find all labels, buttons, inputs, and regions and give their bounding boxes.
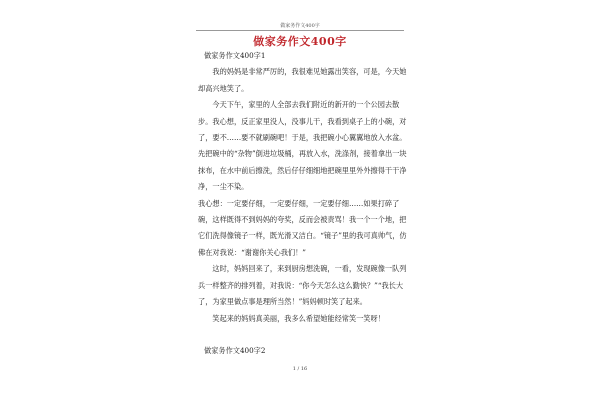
header-divider: [196, 30, 404, 31]
page-number: 1 / 16: [292, 366, 308, 372]
essay-1-heading: 做家务作文400字1: [204, 51, 266, 60]
essay-1-paragraph-5: 笑起来的妈妈真美丽，我多么希望她能经常笑一笑呀！: [212, 313, 385, 323]
essay-2-heading: 做家务作文400字2: [204, 345, 266, 355]
essay-1-paragraph-1: 我的妈妈是非常严厉的，我很难见她露出笑容，可是，今天她却高兴地笑了。: [198, 67, 407, 93]
essay-1-paragraph-4: 这时，妈妈回来了，来到厨房想洗碗，一看，发现碗像一队列兵一样整齐的排列着，对我说：“你今天怎么这么勤快？”“我长大了，为家里做点事是理所当然！”妈妈顿时笑了起来。: [198, 264, 407, 307]
essay-1-paragraph-3: 我心想：一定要仔细，一定要仔细，一定要仔细……如果打碎了碗，这样既得不到妈妈的夸奖，反而会被责骂！我一个一个地，把它们洗得像镜子一样，既光滑又洁白。“镜子”里的我可真帅气，仿佛在对我说：“谢谢你关心我们！”: [198, 198, 407, 257]
section-spacer: [198, 327, 412, 343]
page-header: 做家务作文400字: [280, 23, 320, 29]
essay-body: [198, 48, 412, 359]
document-title: 做家务作文400字: [253, 35, 347, 48]
essay-1-paragraph-2: 今天下午，家里的人全部去我们附近的新开的一个公园去散步。我心想，反正家里没人，没事儿干，我看到桌子上的小碗，对了，要不……要不就刷碗吧！于是，我把碗小心翼翼地放入水盆。先把碗中的“杂物”倒进垃圾桶，再放入水，洗涤剂，接着拿出一块抹布，在水中前后擦洗，然后仔仔细细地把碗里里外外擦得干干净净，一尘不染。: [198, 100, 407, 192]
